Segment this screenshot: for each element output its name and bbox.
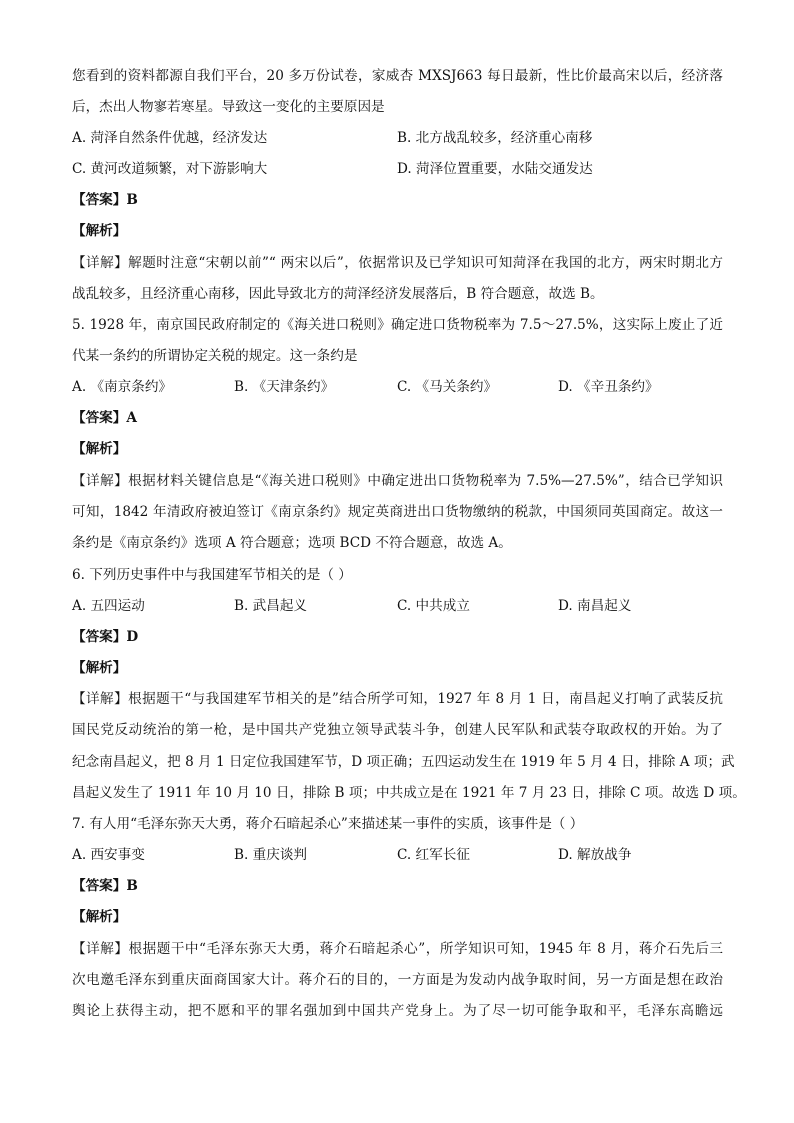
option-b: B. 武昌起义 (234, 598, 308, 614)
analysis-label: 【解析】 (72, 660, 127, 676)
detail-text-line: 次电邀毛泽东到重庆面商国家大计。蒋介石的目的，一方面是为发动内战争取时间，另一方面是想在政治 (72, 972, 723, 988)
answer-label: 【答案】B (72, 878, 138, 894)
detail-text-line: 昌起义发生了 1911 年 10 月 10 日，排除 B 项；中共成立是在 1921 年 7 月 23 日，排除 C 项。故选 D 项。 (72, 785, 746, 801)
option-b: B. 《天津条约》 (234, 379, 335, 395)
option-c: C. 《马关条约》 (397, 379, 498, 395)
option-d: D. 《辛丑条约》 (558, 379, 659, 395)
question-text-line: 代某一条约的所谓协定关税的规定。这一条约是 (72, 348, 358, 364)
answer-label: 【答案】A (72, 410, 137, 426)
option-b: B. 北方战乱较多，经济重心南移 (397, 130, 593, 146)
option-a: A. 五四运动 (72, 598, 145, 614)
option-d: D. 菏泽位置重要，水陆交通发达 (397, 161, 593, 177)
analysis-label: 【解析】 (72, 441, 127, 457)
question-text-line: 您看到的资料都源自我们平台，20 多万份试卷，家威杏 MXSJ663 每日最新，性比价最高宋以后，经济落 (72, 68, 723, 84)
option-c: C. 黄河改道频繁，对下游影响大 (72, 161, 268, 177)
question-text-line: 5. 1928 年，南京国民政府制定的《海关进口税则》确定进口货物税率为 7.5～27.5%，这实际上废止了近 (72, 317, 723, 333)
analysis-label: 【解析】 (72, 223, 127, 239)
option-c: C. 红军长征 (397, 847, 470, 863)
option-d: D. 解放战争 (558, 847, 632, 863)
detail-text-line: 国民党反动统治的第一枪，是中国共产党独立领导武装斗争，创建人民军队和武装夺取政权的开始。为了 (72, 722, 723, 738)
detail-text-line: 条约是《南京条约》选项 A 符合题意；选项 BCD 不符合题意，故选 A。 (72, 535, 512, 551)
option-c: C. 中共成立 (397, 598, 470, 614)
detail-text-line: 【详解】根据题干中“毛泽东弥天大勇，蒋介石暗起杀心”，所学知识可知，1945 年 8 月，蒋介石先后三 (72, 941, 723, 957)
option-a: A. 西安事变 (72, 847, 145, 863)
question-text-line: 后，杰出人物寥若寒星。导致这一变化的主要原因是 (72, 99, 385, 115)
answer-label: 【答案】D (72, 629, 139, 645)
detail-text-line: 舆论上获得主动，把不愿和平的罪名强加到中国共产党身上。为了尽一切可能争取和平，毛泽东高瞻远 (72, 1003, 723, 1019)
option-a: A. 菏泽自然条件优越，经济发达 (72, 130, 268, 146)
detail-text-line: 纪念南昌起义，把 8 月 1 日定位我国建军节，D 项正确；五四运动发生在 1919 年 5 月 4 日，排除 A 项；武 (72, 754, 735, 770)
option-d: D. 南昌起义 (558, 598, 632, 614)
question-text-line: 7. 有人用“毛泽东弥天大勇，蒋介石暗起杀心”来描述某一事件的实质，该事件是（ ） (72, 816, 584, 832)
detail-text-line: 可知，1842 年清政府被迫签订《南京条约》规定英商进出口货物缴纳的税款，中国须同英国商定。故这一 (72, 504, 723, 520)
answer-label: 【答案】B (72, 192, 138, 208)
detail-text-line: 【详解】根据材料关键信息是“《海关进口税则》中确定进出口货物税率为 7.5%—27.5%”，结合已学知识 (72, 473, 723, 489)
option-b: B. 重庆谈判 (234, 847, 308, 863)
detail-text-line: 战乱较多，且经济重心南移，因此导致北方的菏泽经济发展落后，B 符合题意，故选 B。 (72, 286, 604, 302)
detail-text-line: 【详解】根据题干“与我国建军节相关的是”结合所学可知，1927 年 8 月 1 日，南昌起义打响了武装反抗 (72, 691, 723, 707)
detail-text-line: 【详解】解题时注意“宋朝以前”“ 两宋以后”，依据常识及已学知识可知菏泽在我国的北方，两宋时期北方 (72, 255, 723, 271)
option-a: A. 《南京条约》 (72, 379, 173, 395)
question-text-line: 6. 下列历史事件中与我国建军节相关的是（ ） (72, 567, 352, 583)
analysis-label: 【解析】 (72, 909, 127, 925)
